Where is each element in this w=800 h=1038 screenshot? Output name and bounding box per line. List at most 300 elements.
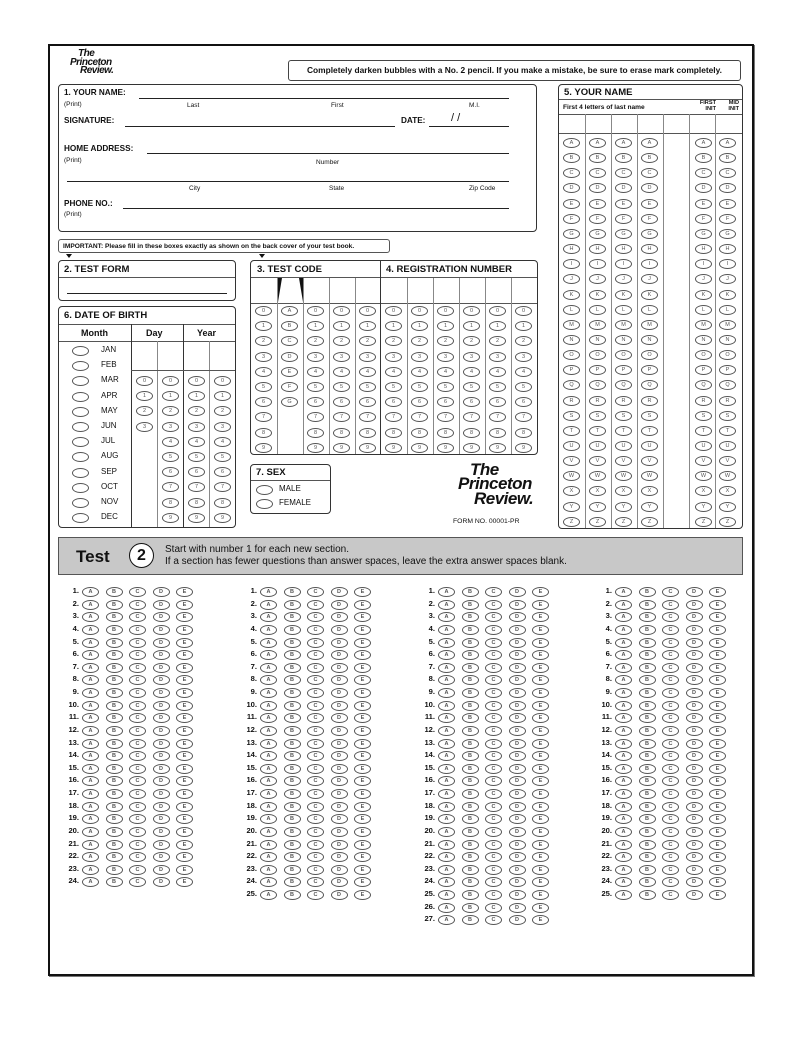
name-bubble-E[interactable]: E bbox=[615, 199, 632, 209]
name-bubble-M[interactable]: M bbox=[615, 320, 632, 330]
name-bubble-O[interactable]: O bbox=[719, 350, 736, 360]
answer-bubble-c[interactable]: C bbox=[662, 865, 679, 875]
answer-bubble-a[interactable]: A bbox=[82, 776, 99, 786]
answer-bubble-c[interactable]: C bbox=[129, 663, 146, 673]
answer-bubble-b[interactable]: B bbox=[639, 751, 656, 761]
name-bubble-M[interactable]: M bbox=[641, 320, 658, 330]
name-bubble-P[interactable]: P bbox=[719, 365, 736, 375]
answer-bubble-c[interactable]: C bbox=[485, 600, 502, 610]
registration-bubble-4[interactable]: 4 bbox=[463, 367, 480, 377]
answer-bubble-b[interactable]: B bbox=[462, 890, 479, 900]
answer-bubble-c[interactable]: C bbox=[485, 625, 502, 635]
answer-bubble-b[interactable]: B bbox=[106, 587, 123, 597]
answer-bubble-d[interactable]: D bbox=[509, 713, 526, 723]
answer-bubble-e[interactable]: E bbox=[176, 865, 193, 875]
answer-bubble-e[interactable]: E bbox=[354, 814, 371, 824]
name-bubble-I[interactable]: I bbox=[719, 259, 736, 269]
answer-bubble-d[interactable]: D bbox=[509, 865, 526, 875]
answer-bubble-e[interactable]: E bbox=[354, 688, 371, 698]
answer-bubble-a[interactable]: A bbox=[82, 802, 99, 812]
answer-bubble-b[interactable]: B bbox=[639, 739, 656, 749]
answer-bubble-e[interactable]: E bbox=[532, 840, 549, 850]
answer-bubble-a[interactable]: A bbox=[82, 675, 99, 685]
answer-bubble-e[interactable]: E bbox=[709, 612, 726, 622]
answer-bubble-c[interactable]: C bbox=[129, 764, 146, 774]
registration-bubble-0[interactable]: 0 bbox=[385, 306, 402, 316]
answer-bubble-d[interactable]: D bbox=[331, 713, 348, 723]
answer-bubble-c[interactable]: C bbox=[662, 789, 679, 799]
answer-bubble-d[interactable]: D bbox=[509, 764, 526, 774]
answer-bubble-b[interactable]: B bbox=[106, 739, 123, 749]
answer-bubble-b[interactable]: B bbox=[639, 840, 656, 850]
answer-bubble-e[interactable]: E bbox=[176, 663, 193, 673]
month-bubble-feb[interactable] bbox=[72, 361, 89, 371]
answer-bubble-e[interactable]: E bbox=[176, 587, 193, 597]
answer-bubble-d[interactable]: D bbox=[686, 802, 703, 812]
answer-bubble-d[interactable]: D bbox=[509, 675, 526, 685]
answer-bubble-c[interactable]: C bbox=[485, 650, 502, 660]
answer-bubble-a[interactable]: A bbox=[260, 840, 277, 850]
answer-bubble-e[interactable]: E bbox=[354, 600, 371, 610]
answer-bubble-a[interactable]: A bbox=[615, 764, 632, 774]
answer-bubble-d[interactable]: D bbox=[686, 852, 703, 862]
answer-bubble-c[interactable]: C bbox=[307, 865, 324, 875]
name-bubble-O[interactable]: O bbox=[589, 350, 606, 360]
answer-bubble-a[interactable]: A bbox=[82, 877, 99, 887]
registration-bubble-7[interactable]: 7 bbox=[385, 412, 402, 422]
answer-bubble-a[interactable]: A bbox=[438, 840, 455, 850]
answer-bubble-a[interactable]: A bbox=[438, 625, 455, 635]
registration-bubble-2[interactable]: 2 bbox=[489, 336, 506, 346]
name-bubble-Z[interactable]: Z bbox=[719, 517, 736, 527]
name-bubble-P[interactable]: P bbox=[615, 365, 632, 375]
test-code-bubble-9[interactable]: 9 bbox=[307, 443, 324, 453]
day-ones-bubble-7[interactable]: 7 bbox=[162, 482, 179, 492]
year-1-bubble-6[interactable]: 6 bbox=[188, 467, 205, 477]
answer-bubble-a[interactable]: A bbox=[82, 751, 99, 761]
year-1-bubble-4[interactable]: 4 bbox=[188, 437, 205, 447]
answer-bubble-e[interactable]: E bbox=[354, 802, 371, 812]
answer-bubble-e[interactable]: E bbox=[354, 739, 371, 749]
answer-bubble-b[interactable]: B bbox=[106, 789, 123, 799]
test-code-bubble-F[interactable]: F bbox=[281, 382, 298, 392]
answer-bubble-b[interactable]: B bbox=[462, 903, 479, 913]
test-code-bubble-8[interactable]: 8 bbox=[307, 428, 324, 438]
registration-bubble-2[interactable]: 2 bbox=[437, 336, 454, 346]
answer-bubble-b[interactable]: B bbox=[284, 638, 301, 648]
answer-bubble-c[interactable]: C bbox=[485, 814, 502, 824]
answer-bubble-c[interactable]: C bbox=[485, 877, 502, 887]
answer-bubble-b[interactable]: B bbox=[639, 865, 656, 875]
year-2-bubble-7[interactable]: 7 bbox=[214, 482, 231, 492]
answer-bubble-b[interactable]: B bbox=[462, 789, 479, 799]
registration-bubble-4[interactable]: 4 bbox=[515, 367, 532, 377]
answer-bubble-a[interactable]: A bbox=[438, 789, 455, 799]
answer-bubble-e[interactable]: E bbox=[354, 751, 371, 761]
registration-bubble-8[interactable]: 8 bbox=[489, 428, 506, 438]
answer-bubble-e[interactable]: E bbox=[709, 789, 726, 799]
answer-bubble-c[interactable]: C bbox=[662, 638, 679, 648]
answer-bubble-e[interactable]: E bbox=[354, 701, 371, 711]
name-bubble-X[interactable]: X bbox=[641, 486, 658, 496]
answer-bubble-b[interactable]: B bbox=[639, 600, 656, 610]
name-bubble-N[interactable]: N bbox=[615, 335, 632, 345]
name-bubble-G[interactable]: G bbox=[563, 229, 580, 239]
answer-bubble-c[interactable]: C bbox=[129, 587, 146, 597]
name-bubble-U[interactable]: U bbox=[641, 441, 658, 451]
answer-bubble-b[interactable]: B bbox=[639, 827, 656, 837]
answer-bubble-a[interactable]: A bbox=[615, 890, 632, 900]
answer-bubble-a[interactable]: A bbox=[82, 814, 99, 824]
registration-bubble-9[interactable]: 9 bbox=[437, 443, 454, 453]
answer-bubble-b[interactable]: B bbox=[106, 713, 123, 723]
answer-bubble-d[interactable]: D bbox=[686, 638, 703, 648]
answer-bubble-d[interactable]: D bbox=[686, 650, 703, 660]
registration-bubble-6[interactable]: 6 bbox=[385, 397, 402, 407]
name-bubble-H[interactable]: H bbox=[695, 244, 712, 254]
answer-bubble-c[interactable]: C bbox=[307, 625, 324, 635]
answer-bubble-e[interactable]: E bbox=[709, 587, 726, 597]
month-bubble-oct[interactable] bbox=[72, 483, 89, 493]
answer-bubble-c[interactable]: C bbox=[662, 827, 679, 837]
answer-bubble-a[interactable]: A bbox=[615, 852, 632, 862]
day-ones-bubble-2[interactable]: 2 bbox=[162, 406, 179, 416]
year-2-bubble-4[interactable]: 4 bbox=[214, 437, 231, 447]
name-bubble-Z[interactable]: Z bbox=[615, 517, 632, 527]
answer-bubble-e[interactable]: E bbox=[354, 713, 371, 723]
month-bubble-jun[interactable] bbox=[72, 422, 89, 432]
answer-bubble-c[interactable]: C bbox=[485, 776, 502, 786]
answer-bubble-b[interactable]: B bbox=[106, 726, 123, 736]
name-bubble-D[interactable]: D bbox=[719, 183, 736, 193]
test-code-bubble-2[interactable]: 2 bbox=[255, 336, 272, 346]
name-bubble-J[interactable]: J bbox=[695, 274, 712, 284]
answer-bubble-b[interactable]: B bbox=[639, 612, 656, 622]
name-bubble-X[interactable]: X bbox=[563, 486, 580, 496]
answer-bubble-b[interactable]: B bbox=[639, 726, 656, 736]
answer-bubble-d[interactable]: D bbox=[153, 852, 170, 862]
name-bubble-L[interactable]: L bbox=[563, 305, 580, 315]
test-code-bubble-A[interactable]: A bbox=[281, 306, 298, 316]
name-bubble-L[interactable]: L bbox=[719, 305, 736, 315]
test-code-bubble-2[interactable]: 2 bbox=[307, 336, 324, 346]
registration-bubble-8[interactable]: 8 bbox=[411, 428, 428, 438]
answer-bubble-a[interactable]: A bbox=[260, 764, 277, 774]
answer-bubble-d[interactable]: D bbox=[331, 764, 348, 774]
month-bubble-jan[interactable] bbox=[72, 346, 89, 356]
answer-bubble-d[interactable]: D bbox=[153, 713, 170, 723]
answer-bubble-b[interactable]: B bbox=[462, 776, 479, 786]
answer-bubble-e[interactable]: E bbox=[532, 827, 549, 837]
year-2-bubble-0[interactable]: 0 bbox=[214, 376, 231, 386]
test-code-bubble-D[interactable]: D bbox=[281, 352, 298, 362]
name-bubble-A[interactable]: A bbox=[695, 138, 712, 148]
name-bubble-N[interactable]: N bbox=[589, 335, 606, 345]
name-bubble-L[interactable]: L bbox=[641, 305, 658, 315]
sex-female-bubble[interactable] bbox=[256, 499, 273, 509]
test-code-bubble-8[interactable]: 8 bbox=[359, 428, 376, 438]
answer-bubble-e[interactable]: E bbox=[709, 802, 726, 812]
answer-bubble-e[interactable]: E bbox=[532, 726, 549, 736]
answer-bubble-c[interactable]: C bbox=[307, 688, 324, 698]
month-bubble-mar[interactable] bbox=[72, 376, 89, 386]
test-code-bubble-4[interactable]: 4 bbox=[255, 367, 272, 377]
answer-bubble-c[interactable]: C bbox=[307, 701, 324, 711]
answer-bubble-e[interactable]: E bbox=[354, 638, 371, 648]
name-bubble-D[interactable]: D bbox=[695, 183, 712, 193]
answer-bubble-a[interactable]: A bbox=[615, 827, 632, 837]
registration-bubble-1[interactable]: 1 bbox=[411, 321, 428, 331]
answer-bubble-d[interactable]: D bbox=[686, 865, 703, 875]
answer-bubble-e[interactable]: E bbox=[709, 751, 726, 761]
name-bubble-B[interactable]: B bbox=[563, 153, 580, 163]
test-code-bubble-3[interactable]: 3 bbox=[255, 352, 272, 362]
answer-bubble-d[interactable]: D bbox=[331, 701, 348, 711]
answer-bubble-c[interactable]: C bbox=[307, 638, 324, 648]
answer-bubble-c[interactable]: C bbox=[307, 726, 324, 736]
answer-bubble-e[interactable]: E bbox=[354, 827, 371, 837]
answer-bubble-e[interactable]: E bbox=[176, 726, 193, 736]
answer-bubble-a[interactable]: A bbox=[615, 701, 632, 711]
answer-bubble-d[interactable]: D bbox=[509, 587, 526, 597]
answer-bubble-b[interactable]: B bbox=[462, 688, 479, 698]
name-bubble-V[interactable]: V bbox=[615, 456, 632, 466]
registration-bubble-5[interactable]: 5 bbox=[463, 382, 480, 392]
answer-bubble-e[interactable]: E bbox=[709, 814, 726, 824]
answer-bubble-c[interactable]: C bbox=[129, 802, 146, 812]
answer-bubble-e[interactable]: E bbox=[176, 827, 193, 837]
name-bubble-F[interactable]: F bbox=[719, 214, 736, 224]
test-code-bubble-1[interactable]: 1 bbox=[255, 321, 272, 331]
answer-bubble-b[interactable]: B bbox=[106, 852, 123, 862]
test-code-bubble-6[interactable]: 6 bbox=[255, 397, 272, 407]
answer-bubble-d[interactable]: D bbox=[153, 612, 170, 622]
answer-bubble-e[interactable]: E bbox=[176, 814, 193, 824]
answer-bubble-d[interactable]: D bbox=[331, 663, 348, 673]
name-bubble-K[interactable]: K bbox=[719, 290, 736, 300]
answer-bubble-c[interactable]: C bbox=[662, 663, 679, 673]
name-bubble-G[interactable]: G bbox=[589, 229, 606, 239]
name-bubble-H[interactable]: H bbox=[641, 244, 658, 254]
answer-bubble-a[interactable]: A bbox=[82, 827, 99, 837]
registration-bubble-3[interactable]: 3 bbox=[385, 352, 402, 362]
year-1-bubble-1[interactable]: 1 bbox=[188, 391, 205, 401]
answer-bubble-c[interactable]: C bbox=[129, 877, 146, 887]
answer-bubble-b[interactable]: B bbox=[462, 852, 479, 862]
answer-bubble-a[interactable]: A bbox=[615, 726, 632, 736]
year-1-bubble-0[interactable]: 0 bbox=[188, 376, 205, 386]
address-number-field[interactable] bbox=[147, 153, 509, 154]
name-bubble-J[interactable]: J bbox=[641, 274, 658, 284]
registration-bubble-3[interactable]: 3 bbox=[463, 352, 480, 362]
answer-bubble-c[interactable]: C bbox=[485, 751, 502, 761]
answer-bubble-d[interactable]: D bbox=[331, 625, 348, 635]
name-bubble-K[interactable]: K bbox=[695, 290, 712, 300]
answer-bubble-e[interactable]: E bbox=[176, 675, 193, 685]
answer-bubble-a[interactable]: A bbox=[615, 751, 632, 761]
answer-bubble-b[interactable]: B bbox=[639, 688, 656, 698]
answer-bubble-a[interactable]: A bbox=[438, 802, 455, 812]
name-bubble-B[interactable]: B bbox=[695, 153, 712, 163]
name-bubble-I[interactable]: I bbox=[563, 259, 580, 269]
answer-bubble-b[interactable]: B bbox=[106, 865, 123, 875]
name-bubble-A[interactable]: A bbox=[589, 138, 606, 148]
answer-bubble-c[interactable]: C bbox=[485, 739, 502, 749]
answer-bubble-a[interactable]: A bbox=[615, 612, 632, 622]
answer-bubble-b[interactable]: B bbox=[462, 638, 479, 648]
answer-bubble-d[interactable]: D bbox=[509, 776, 526, 786]
answer-bubble-e[interactable]: E bbox=[532, 739, 549, 749]
answer-bubble-b[interactable]: B bbox=[284, 776, 301, 786]
name-bubble-B[interactable]: B bbox=[589, 153, 606, 163]
registration-bubble-4[interactable]: 4 bbox=[437, 367, 454, 377]
answer-bubble-b[interactable]: B bbox=[284, 751, 301, 761]
name-bubble-R[interactable]: R bbox=[695, 396, 712, 406]
answer-bubble-c[interactable]: C bbox=[129, 776, 146, 786]
name-bubble-S[interactable]: S bbox=[615, 411, 632, 421]
answer-bubble-a[interactable]: A bbox=[260, 625, 277, 635]
name-bubble-G[interactable]: G bbox=[641, 229, 658, 239]
answer-bubble-e[interactable]: E bbox=[354, 650, 371, 660]
answer-bubble-c[interactable]: C bbox=[485, 802, 502, 812]
answer-bubble-b[interactable]: B bbox=[639, 713, 656, 723]
answer-bubble-d[interactable]: D bbox=[153, 814, 170, 824]
answer-bubble-e[interactable]: E bbox=[709, 764, 726, 774]
your-name-field[interactable] bbox=[139, 98, 509, 99]
answer-bubble-a[interactable]: A bbox=[82, 625, 99, 635]
name-bubble-P[interactable]: P bbox=[695, 365, 712, 375]
answer-bubble-c[interactable]: C bbox=[485, 587, 502, 597]
name-bubble-E[interactable]: E bbox=[719, 199, 736, 209]
answer-bubble-d[interactable]: D bbox=[509, 638, 526, 648]
answer-bubble-a[interactable]: A bbox=[260, 890, 277, 900]
answer-bubble-c[interactable]: C bbox=[662, 852, 679, 862]
registration-bubble-1[interactable]: 1 bbox=[385, 321, 402, 331]
answer-bubble-a[interactable]: A bbox=[260, 877, 277, 887]
answer-bubble-a[interactable]: A bbox=[260, 739, 277, 749]
answer-bubble-b[interactable]: B bbox=[284, 675, 301, 685]
test-code-bubble-0[interactable]: 0 bbox=[307, 306, 324, 316]
registration-bubble-5[interactable]: 5 bbox=[489, 382, 506, 392]
year-1-bubble-9[interactable]: 9 bbox=[188, 513, 205, 523]
registration-bubble-6[interactable]: 6 bbox=[489, 397, 506, 407]
answer-bubble-c[interactable]: C bbox=[485, 764, 502, 774]
answer-bubble-b[interactable]: B bbox=[106, 764, 123, 774]
test-form-field[interactable] bbox=[67, 293, 227, 294]
registration-bubble-2[interactable]: 2 bbox=[463, 336, 480, 346]
answer-bubble-d[interactable]: D bbox=[686, 587, 703, 597]
registration-bubble-3[interactable]: 3 bbox=[411, 352, 428, 362]
answer-bubble-c[interactable]: C bbox=[485, 612, 502, 622]
answer-bubble-b[interactable]: B bbox=[284, 852, 301, 862]
answer-bubble-e[interactable]: E bbox=[176, 789, 193, 799]
answer-bubble-a[interactable]: A bbox=[438, 865, 455, 875]
answer-bubble-c[interactable]: C bbox=[485, 890, 502, 900]
answer-bubble-a[interactable]: A bbox=[438, 650, 455, 660]
name-bubble-C[interactable]: C bbox=[641, 168, 658, 178]
answer-bubble-c[interactable]: C bbox=[129, 726, 146, 736]
name-bubble-W[interactable]: W bbox=[719, 471, 736, 481]
answer-bubble-e[interactable]: E bbox=[532, 903, 549, 913]
answer-bubble-c[interactable]: C bbox=[662, 650, 679, 660]
answer-bubble-a[interactable]: A bbox=[82, 789, 99, 799]
day-ones-bubble-9[interactable]: 9 bbox=[162, 513, 179, 523]
answer-bubble-b[interactable]: B bbox=[639, 789, 656, 799]
answer-bubble-e[interactable]: E bbox=[354, 663, 371, 673]
answer-bubble-a[interactable]: A bbox=[260, 726, 277, 736]
answer-bubble-a[interactable]: A bbox=[82, 739, 99, 749]
answer-bubble-e[interactable]: E bbox=[176, 688, 193, 698]
answer-bubble-c[interactable]: C bbox=[485, 713, 502, 723]
answer-bubble-d[interactable]: D bbox=[686, 713, 703, 723]
answer-bubble-c[interactable]: C bbox=[307, 739, 324, 749]
name-bubble-T[interactable]: T bbox=[695, 426, 712, 436]
answer-bubble-d[interactable]: D bbox=[509, 890, 526, 900]
name-bubble-U[interactable]: U bbox=[719, 441, 736, 451]
test-code-bubble-B[interactable]: B bbox=[281, 321, 298, 331]
answer-bubble-b[interactable]: B bbox=[106, 612, 123, 622]
answer-bubble-a[interactable]: A bbox=[82, 612, 99, 622]
answer-bubble-e[interactable]: E bbox=[176, 739, 193, 749]
answer-bubble-a[interactable]: A bbox=[82, 713, 99, 723]
answer-bubble-c[interactable]: C bbox=[129, 638, 146, 648]
name-bubble-J[interactable]: J bbox=[615, 274, 632, 284]
answer-bubble-c[interactable]: C bbox=[485, 827, 502, 837]
name-bubble-F[interactable]: F bbox=[641, 214, 658, 224]
answer-bubble-d[interactable]: D bbox=[509, 840, 526, 850]
answer-bubble-e[interactable]: E bbox=[532, 713, 549, 723]
answer-bubble-a[interactable]: A bbox=[260, 751, 277, 761]
name-bubble-I[interactable]: I bbox=[615, 259, 632, 269]
name-bubble-Y[interactable]: Y bbox=[589, 502, 606, 512]
answer-bubble-b[interactable]: B bbox=[106, 650, 123, 660]
month-bubble-aug[interactable] bbox=[72, 452, 89, 462]
test-code-bubble-3[interactable]: 3 bbox=[359, 352, 376, 362]
answer-bubble-e[interactable]: E bbox=[709, 663, 726, 673]
registration-bubble-4[interactable]: 4 bbox=[411, 367, 428, 377]
name-bubble-H[interactable]: H bbox=[589, 244, 606, 254]
name-bubble-D[interactable]: D bbox=[563, 183, 580, 193]
name-bubble-C[interactable]: C bbox=[695, 168, 712, 178]
answer-bubble-b[interactable]: B bbox=[639, 675, 656, 685]
answer-bubble-a[interactable]: A bbox=[260, 688, 277, 698]
answer-bubble-b[interactable]: B bbox=[462, 650, 479, 660]
answer-bubble-d[interactable]: D bbox=[686, 675, 703, 685]
name-bubble-W[interactable]: W bbox=[589, 471, 606, 481]
answer-bubble-b[interactable]: B bbox=[284, 827, 301, 837]
test-code-bubble-7[interactable]: 7 bbox=[255, 412, 272, 422]
answer-bubble-b[interactable]: B bbox=[284, 726, 301, 736]
day-ones-bubble-6[interactable]: 6 bbox=[162, 467, 179, 477]
registration-bubble-1[interactable]: 1 bbox=[463, 321, 480, 331]
name-bubble-F[interactable]: F bbox=[615, 214, 632, 224]
registration-bubble-3[interactable]: 3 bbox=[515, 352, 532, 362]
test-code-bubble-8[interactable]: 8 bbox=[333, 428, 350, 438]
answer-bubble-d[interactable]: D bbox=[331, 890, 348, 900]
name-bubble-C[interactable]: C bbox=[589, 168, 606, 178]
test-code-bubble-5[interactable]: 5 bbox=[307, 382, 324, 392]
answer-bubble-d[interactable]: D bbox=[509, 877, 526, 887]
answer-bubble-b[interactable]: B bbox=[462, 675, 479, 685]
answer-bubble-d[interactable]: D bbox=[331, 814, 348, 824]
answer-bubble-a[interactable]: A bbox=[82, 650, 99, 660]
answer-bubble-a[interactable]: A bbox=[438, 675, 455, 685]
answer-bubble-c[interactable]: C bbox=[662, 688, 679, 698]
answer-bubble-a[interactable]: A bbox=[615, 840, 632, 850]
answer-bubble-d[interactable]: D bbox=[331, 865, 348, 875]
answer-bubble-a[interactable]: A bbox=[615, 650, 632, 660]
name-bubble-T[interactable]: T bbox=[641, 426, 658, 436]
